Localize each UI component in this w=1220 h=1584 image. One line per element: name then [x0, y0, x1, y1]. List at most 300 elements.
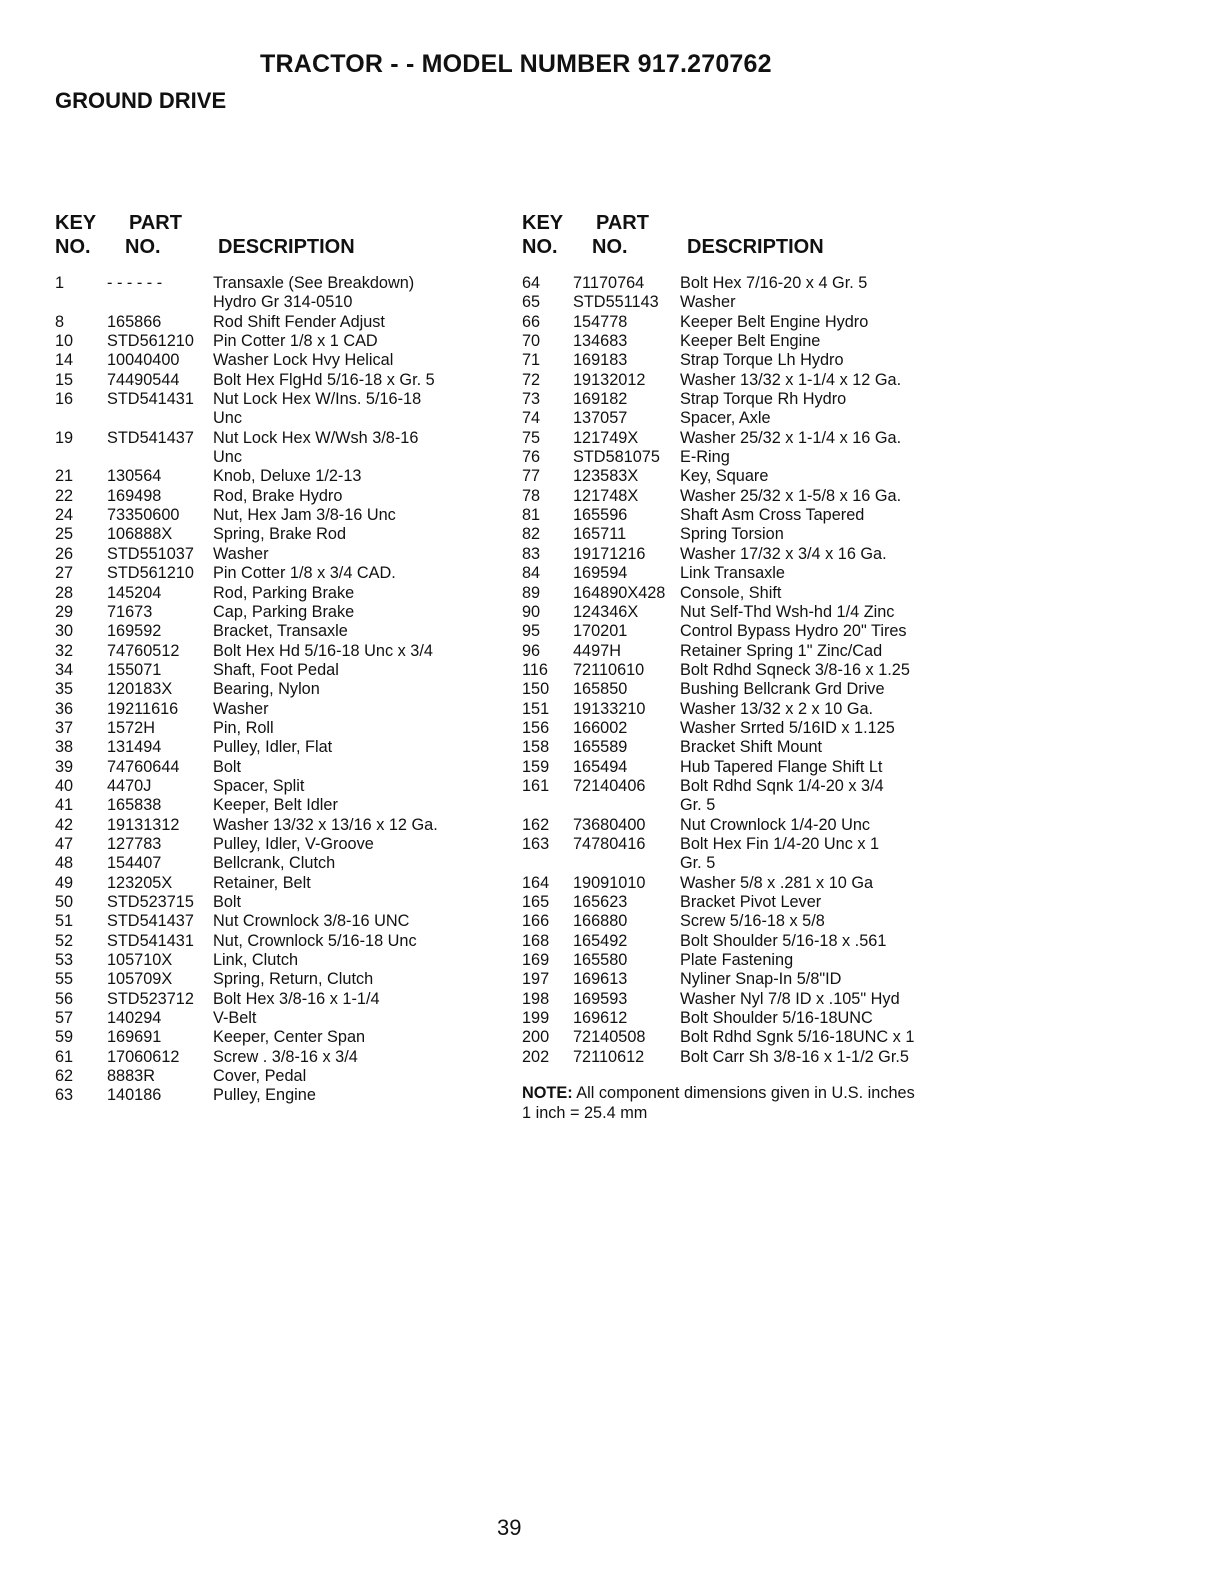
- table-row: [522, 758, 914, 777]
- part-no: 74760644: [107, 757, 180, 776]
- key-no: 168: [522, 931, 550, 950]
- table-row: [522, 525, 914, 544]
- part-no: 8883R: [107, 1067, 155, 1086]
- key-header-line2: NO.: [522, 236, 558, 258]
- description: Cap, Parking Brake: [213, 602, 355, 621]
- part-no: - - - - - -: [107, 274, 163, 292]
- key-no: 78: [522, 486, 541, 505]
- key-no: 89: [522, 583, 541, 602]
- table-row: [55, 603, 438, 622]
- right-parts-table: [522, 212, 914, 1067]
- description: Screw 5/16-18 x 5/8: [680, 912, 825, 931]
- table-row: [522, 796, 914, 815]
- note-conversion: 1 inch = 25.4 mm: [522, 1103, 648, 1122]
- description: Bearing, Nylon: [213, 680, 320, 699]
- description: E-Ring: [680, 448, 730, 467]
- table-row: [522, 564, 914, 583]
- part-no: 166002: [573, 718, 628, 737]
- table-row: [522, 603, 914, 622]
- description: Bolt Hex 3/8-16 x 1-1/4: [213, 989, 380, 1008]
- description: Bracket, Transaxle: [213, 622, 348, 641]
- description: Pin, Roll: [213, 718, 274, 737]
- key-no: 156: [522, 718, 550, 737]
- table-row: [522, 351, 914, 370]
- part-no: 165850: [573, 680, 628, 699]
- description: Bolt Rdhd Sgnk 5/16-18UNC x 1: [680, 1028, 915, 1047]
- description: Hydro Gr 314-0510: [213, 293, 353, 312]
- left-table-header: [55, 212, 438, 274]
- part-no: 154407: [107, 854, 162, 873]
- description: Washer: [680, 293, 736, 312]
- table-row: [55, 932, 438, 951]
- description: Control Bypass Hydro 20" Tires: [680, 622, 907, 641]
- description: Bushing Bellcrank Grd Drive: [680, 680, 885, 699]
- part-no: [107, 448, 213, 467]
- table-row: [55, 1009, 438, 1028]
- description: Strap Torque Lh Hydro: [680, 351, 844, 370]
- key-no: 163: [522, 834, 550, 853]
- key-no: 96: [522, 641, 541, 660]
- description: Pulley, Idler, Flat: [213, 738, 333, 757]
- key-no: 202: [522, 1047, 550, 1066]
- description: Nut Crownlock 3/8-16 UNC: [213, 912, 410, 931]
- key-no: 158: [522, 738, 550, 757]
- part-no: 169691: [107, 1028, 162, 1047]
- key-no: 21: [55, 467, 74, 486]
- part-no: STD541437: [107, 912, 194, 931]
- key-no: 27: [55, 564, 74, 583]
- key-no: [522, 796, 573, 815]
- part-no: 165838: [107, 796, 162, 815]
- part-no: 169613: [573, 970, 628, 989]
- key-no: 84: [522, 564, 541, 583]
- description: Washer 5/8 x .281 x 10 Ga: [680, 873, 874, 892]
- table-row: [522, 371, 914, 390]
- key-no: 22: [55, 486, 74, 505]
- description: Bolt Shoulder 5/16-18UNC: [680, 1009, 873, 1028]
- page-number: 39: [497, 1515, 522, 1540]
- table-row: [55, 758, 438, 777]
- description: Nut Crownlock 1/4-20 Unc: [680, 815, 871, 834]
- description: Shaft, Foot Pedal: [213, 660, 339, 679]
- key-no: 64: [522, 274, 541, 292]
- description: Knob, Deluxe 1/2-13: [213, 467, 362, 486]
- key-no: 76: [522, 448, 541, 467]
- table-row: [55, 680, 438, 699]
- table-row: [522, 680, 914, 699]
- description: Keeper, Belt Idler: [213, 796, 338, 815]
- key-no: 95: [522, 622, 541, 641]
- key-header-line1: KEY: [522, 212, 564, 234]
- key-no: 198: [522, 989, 550, 1008]
- description: Plate Fastening: [680, 951, 794, 970]
- key-no: 82: [522, 525, 541, 544]
- key-no: 166: [522, 912, 550, 931]
- key-no: 1: [55, 274, 65, 292]
- description: Washer 13/32 x 13/16 x 12 Ga.: [213, 815, 438, 834]
- part-no: 72140508: [573, 1028, 646, 1047]
- table-row: [55, 796, 438, 815]
- key-no: 50: [55, 893, 74, 911]
- key-no: 150: [522, 680, 550, 699]
- part-no: 170201: [573, 622, 628, 641]
- description: Keeper Belt Engine Hydro: [680, 312, 869, 331]
- table-row: [55, 371, 438, 390]
- table-row: [522, 448, 914, 467]
- key-no: 57: [55, 1009, 74, 1028]
- key-no: 52: [55, 931, 74, 950]
- key-no: 90: [522, 602, 541, 621]
- part-no: 105710X: [107, 951, 173, 970]
- table-row: [522, 409, 914, 428]
- part-no: 19132012: [573, 370, 646, 389]
- part-no: 17060612: [107, 1047, 180, 1066]
- part-header-line2: NO.: [592, 236, 628, 258]
- table-row: [55, 642, 438, 661]
- part-no: 71170764: [573, 274, 645, 292]
- table-row: [55, 293, 438, 312]
- part-no: 19131312: [107, 815, 180, 834]
- table-row: [522, 893, 914, 912]
- description: Rod, Parking Brake: [213, 583, 355, 602]
- table-row: [522, 274, 914, 293]
- description: Gr. 5: [680, 796, 716, 815]
- part-no: 123205X: [107, 873, 173, 892]
- part-no: 165492: [573, 931, 628, 950]
- part-no: 124346X: [573, 602, 639, 621]
- key-no: 71: [522, 351, 541, 370]
- part-no: 105709X: [107, 970, 173, 989]
- key-no: 51: [55, 912, 74, 931]
- key-no: 38: [55, 738, 74, 757]
- description: Pin Cotter 1/8 x 3/4 CAD.: [213, 564, 396, 583]
- table-row: [522, 1009, 914, 1028]
- part-no: 131494: [107, 738, 162, 757]
- part-no: 10040400: [107, 351, 180, 370]
- table-row: [55, 990, 438, 1009]
- key-no: 47: [55, 834, 74, 853]
- table-row: [522, 429, 914, 448]
- right-rows: [522, 274, 914, 1067]
- part-no: 4470J: [107, 776, 152, 795]
- table-row: [55, 1086, 438, 1105]
- description: Transaxle (See Breakdown): [213, 274, 415, 292]
- table-row: [55, 719, 438, 738]
- description: Rod Shift Fender Adjust: [213, 312, 385, 331]
- description: Bolt Carr Sh 3/8-16 x 1-1/2 Gr.5: [680, 1047, 909, 1066]
- part-no: 127783: [107, 834, 162, 853]
- description: Nut Self-Thd Wsh-hd 1/4 Zinc: [680, 602, 895, 621]
- key-no: 34: [55, 660, 74, 679]
- key-no: 63: [55, 1086, 74, 1105]
- key-no: 25: [55, 525, 74, 544]
- part-no: 74780416: [573, 834, 646, 853]
- key-no: 169: [522, 951, 550, 970]
- table-row: [55, 874, 438, 893]
- description: Bellcrank, Clutch: [213, 854, 336, 873]
- part-no: 130564: [107, 467, 162, 486]
- table-row: [522, 390, 914, 409]
- part-no: [573, 796, 680, 815]
- section-title: GROUND DRIVE: [55, 88, 227, 113]
- description: Pin Cotter 1/8 x 1 CAD: [213, 332, 378, 351]
- table-row: [55, 738, 438, 757]
- table-row: [522, 835, 914, 854]
- key-no: 165: [522, 893, 550, 911]
- description: Spacer, Axle: [680, 409, 771, 428]
- part-no: STD541431: [107, 931, 194, 950]
- part-no: 120183X: [107, 680, 173, 699]
- key-no: 30: [55, 622, 74, 641]
- description: Washer 17/32 x 3/4 x 16 Ga.: [680, 544, 887, 563]
- part-no: 73350600: [107, 506, 180, 525]
- table-row: [522, 467, 914, 486]
- part-no: 19211616: [107, 699, 179, 718]
- table-row: [522, 642, 914, 661]
- table-row: [522, 1028, 914, 1047]
- part-no: 137057: [573, 409, 628, 428]
- description: Pulley, Engine: [213, 1086, 316, 1105]
- description: Washer: [213, 699, 269, 718]
- description: Link, Clutch: [213, 951, 299, 970]
- page-title: TRACTOR - - MODEL NUMBER 917.270762: [260, 50, 772, 78]
- table-row: [55, 970, 438, 989]
- table-row: [522, 545, 914, 564]
- part-no: 140186: [107, 1086, 162, 1105]
- part-no: STD541431: [107, 390, 194, 409]
- right-table-header: [522, 212, 914, 274]
- description: Keeper Belt Engine: [680, 332, 821, 351]
- description: Washer 25/32 x 1-5/8 x 16 Ga.: [680, 486, 902, 505]
- table-row: [522, 622, 914, 641]
- table-row: [522, 506, 914, 525]
- key-no: [55, 293, 107, 312]
- part-no: 165589: [573, 738, 628, 757]
- key-no: 28: [55, 583, 74, 602]
- description: Keeper, Center Span: [213, 1028, 366, 1047]
- table-row: [522, 332, 914, 351]
- table-row: [55, 564, 438, 583]
- table-row: [55, 584, 438, 603]
- description: Washer 13/32 x 2 x 10 Ga.: [680, 699, 874, 718]
- part-no: 71673: [107, 602, 153, 621]
- key-no: 36: [55, 699, 74, 718]
- description: Bolt: [213, 893, 242, 911]
- description: Retainer Spring 1" Zinc/Cad: [680, 641, 883, 660]
- part-no: STD541437: [107, 428, 194, 447]
- part-no: 134683: [573, 332, 628, 351]
- key-no: 83: [522, 544, 541, 563]
- table-row: [55, 351, 438, 370]
- key-no: 15: [55, 370, 74, 389]
- key-no: 65: [522, 293, 541, 312]
- key-no: 116: [522, 660, 548, 679]
- description: Rod, Brake Hydro: [213, 486, 343, 505]
- key-no: 32: [55, 641, 74, 660]
- key-no: 29: [55, 602, 74, 621]
- key-no: 35: [55, 680, 74, 699]
- part-no: 19171216: [573, 544, 646, 563]
- key-no: 61: [55, 1047, 74, 1066]
- description: Washer Nyl 7/8 ID x .105" Hyd: [680, 989, 900, 1008]
- part-no: 19091010: [573, 873, 646, 892]
- key-no: 73: [522, 390, 541, 409]
- description: Key, Square: [680, 467, 769, 486]
- part-no: 140294: [107, 1009, 162, 1028]
- table-row: [55, 332, 438, 351]
- description: Washer: [213, 544, 269, 563]
- description: Pulley, Idler, V-Groove: [213, 834, 374, 853]
- description-header: DESCRIPTION: [218, 236, 355, 258]
- key-no: 161: [522, 776, 550, 795]
- key-no: 164: [522, 873, 550, 892]
- description: Spacer, Split: [213, 776, 305, 795]
- part-no: 74490544: [107, 370, 180, 389]
- part-no: [107, 293, 213, 312]
- table-row: [522, 584, 914, 603]
- table-row: [55, 816, 438, 835]
- description: Nyliner Snap-In 5/8"ID: [680, 970, 842, 989]
- description: Console, Shift: [680, 583, 782, 602]
- key-no: 199: [522, 1009, 550, 1028]
- table-row: [55, 429, 438, 448]
- key-no: 77: [522, 467, 541, 486]
- table-row: [522, 951, 914, 970]
- key-no: 62: [55, 1067, 74, 1086]
- key-no: 197: [522, 970, 550, 989]
- description: Spring, Return, Clutch: [213, 970, 374, 989]
- part-no: 145204: [107, 583, 162, 602]
- key-no: 40: [55, 776, 74, 795]
- part-no: 169594: [573, 564, 628, 583]
- left-rows: [55, 274, 438, 1106]
- description: Washer 13/32 x 1-1/4 x 12 Ga.: [680, 370, 902, 389]
- key-no: 81: [522, 506, 541, 525]
- part-no: STD523712: [107, 989, 194, 1008]
- description: Gr. 5: [680, 854, 716, 873]
- key-no: 75: [522, 428, 541, 447]
- table-row: [55, 1028, 438, 1047]
- key-no: 74: [522, 409, 541, 428]
- key-no: 19: [55, 428, 74, 447]
- key-no: 66: [522, 312, 541, 331]
- part-no: STD523715: [107, 893, 194, 911]
- description: Hub Tapered Flange Shift Lt: [680, 757, 883, 776]
- part-no: 166880: [573, 912, 628, 931]
- description: Spring, Brake Rod: [213, 525, 347, 544]
- key-no: 59: [55, 1028, 74, 1047]
- key-no: 14: [55, 351, 74, 370]
- part-no: STD561210: [107, 564, 194, 583]
- table-row: [522, 487, 914, 506]
- description: V-Belt: [213, 1009, 257, 1028]
- part-no: STD581075: [573, 448, 660, 467]
- key-no: 37: [55, 718, 74, 737]
- part-no: 123583X: [573, 467, 639, 486]
- part-no: 165494: [573, 757, 628, 776]
- part-no: [573, 854, 680, 873]
- key-no: [55, 409, 107, 428]
- part-no: 165596: [573, 506, 628, 525]
- description-header: DESCRIPTION: [687, 236, 824, 258]
- table-row: [522, 719, 914, 738]
- key-no: 72: [522, 370, 541, 389]
- table-row: [55, 274, 438, 293]
- key-no: 162: [522, 815, 550, 834]
- part-header-line2: NO.: [125, 236, 161, 258]
- part-no: 72110610: [573, 660, 645, 679]
- part-no: 73680400: [573, 815, 646, 834]
- table-row: [55, 390, 438, 409]
- part-no: STD551037: [107, 544, 194, 563]
- part-no: 169612: [573, 1009, 628, 1028]
- key-no: 56: [55, 989, 74, 1008]
- description: Bolt Rdhd Sqnk 1/4-20 x 3/4: [680, 776, 884, 795]
- description: Bracket Pivot Lever: [680, 893, 822, 911]
- table-row: [522, 970, 914, 989]
- part-no: 4497H: [573, 641, 621, 660]
- table-row: [55, 777, 438, 796]
- part-no: 169592: [107, 622, 162, 641]
- key-no: 200: [522, 1028, 550, 1047]
- description: Retainer, Belt: [213, 873, 311, 892]
- table-row: [55, 893, 438, 912]
- key-no: [522, 854, 573, 873]
- part-no: 74760512: [107, 641, 180, 660]
- key-no: 24: [55, 506, 74, 525]
- key-no: 159: [522, 757, 550, 776]
- description: Washer 25/32 x 1-1/4 x 16 Ga.: [680, 428, 902, 447]
- description: Bolt Rdhd Sqneck 3/8-16 x 1.25: [680, 660, 910, 679]
- description: Link Transaxle: [680, 564, 785, 583]
- table-row: [522, 816, 914, 835]
- description: Strap Torque Rh Hydro: [680, 390, 847, 409]
- part-no: STD551143: [573, 293, 659, 312]
- table-row: [55, 409, 438, 428]
- table-row: [522, 854, 914, 873]
- part-no: 1572H: [107, 718, 155, 737]
- part-no: 165580: [573, 951, 628, 970]
- description: Cover, Pedal: [213, 1067, 307, 1086]
- part-no: 164890X428: [573, 583, 666, 602]
- table-row: [55, 448, 438, 467]
- part-no: 72140406: [573, 776, 646, 795]
- key-no: 70: [522, 332, 541, 351]
- table-row: [522, 700, 914, 719]
- part-no: 154778: [573, 312, 628, 331]
- table-row: [522, 313, 914, 332]
- table-row: [55, 835, 438, 854]
- table-row: [55, 912, 438, 931]
- description: Screw . 3/8-16 x 3/4: [213, 1047, 358, 1066]
- key-no: 41: [55, 796, 74, 815]
- table-row: [522, 777, 914, 796]
- part-no: STD561210: [107, 332, 194, 351]
- table-row: [55, 1067, 438, 1086]
- description: Bolt Hex FlgHd 5/16-18 x Gr. 5: [213, 370, 435, 389]
- description: Washer Lock Hvy Helical: [213, 351, 394, 370]
- description: Bolt: [213, 757, 242, 776]
- table-row: [522, 738, 914, 757]
- left-parts-table: [55, 212, 438, 1106]
- dimensions-note: [522, 1084, 915, 1123]
- part-no: 165711: [573, 525, 627, 544]
- key-no: 10: [55, 332, 74, 351]
- part-header-line1: PART: [596, 212, 649, 234]
- description: Unc: [213, 448, 242, 467]
- part-header-line1: PART: [129, 212, 182, 234]
- part-no: 169593: [573, 989, 628, 1008]
